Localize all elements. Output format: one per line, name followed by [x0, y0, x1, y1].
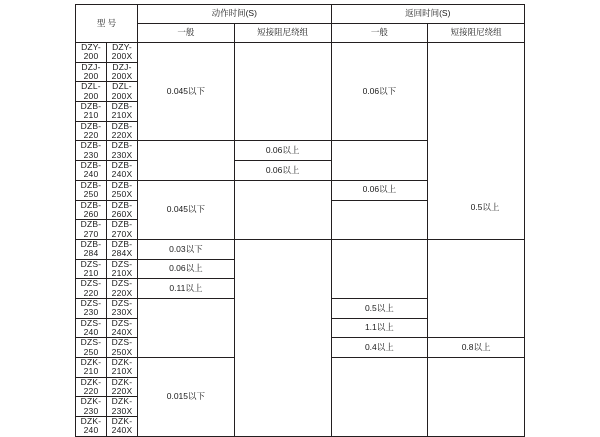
table-head [76, 5, 525, 43]
cell-model-a: DZL-200 [76, 82, 107, 102]
header-action-damped: 短接阻尼绕组 [234, 24, 331, 43]
cell-action-normal-merged: 0.045以下 [138, 43, 235, 141]
cell-model-b: DZB-250X [107, 180, 138, 200]
cell-action-normal-merged: 0.015以下 [138, 358, 235, 437]
header-group-return-time: 返回时间(S) [331, 5, 525, 24]
header-return-damped: 短接阻尼绕组 [428, 24, 525, 43]
cell-model-b: DZJ-200X [107, 62, 138, 82]
cell-model-a: DZB-240 [76, 161, 107, 181]
cell-return-damped-blank [428, 358, 525, 437]
cell-model-b: DZS-240X [107, 318, 138, 338]
cell-model-b: DZK-230X [107, 397, 138, 417]
header-group-action-time: 动作时间(S) [138, 5, 332, 24]
cell-action-damped-blank [234, 43, 331, 141]
cell-return-damped: 0.8以上 [428, 338, 525, 358]
cell-return-normal: 0.5以上 [331, 298, 428, 318]
cell-model-b: DZL-200X [107, 82, 138, 102]
cell-model-a: DZS-230 [76, 298, 107, 318]
cell-action-normal-blank [138, 141, 235, 180]
cell-action-normal-merged: 0.045以下 [138, 180, 235, 239]
cell-model-b: DZB-240X [107, 161, 138, 181]
cell-model-b: DZB-210X [107, 102, 138, 122]
cell-model-b: DZB-220X [107, 121, 138, 141]
table-row [76, 239, 525, 259]
cell-model-b: DZS-230X [107, 298, 138, 318]
cell-model-b: DZB-284X [107, 239, 138, 259]
cell-model-b: DZB-230X [107, 141, 138, 161]
cell-action-normal: 0.06以上 [138, 259, 235, 279]
cell-return-normal: 0.4以上 [331, 338, 428, 358]
table-header-row-groups [76, 5, 525, 24]
table-header-row-subs [76, 24, 525, 43]
cell-model-b: DZB-260X [107, 200, 138, 220]
header-model: 型 号 [76, 5, 138, 43]
cell-action-damped: 0.06以上 [234, 141, 331, 161]
cell-return-normal-blank [331, 141, 428, 180]
cell-model-a: DZB-270 [76, 220, 107, 240]
cell-model-a: DZS-210 [76, 259, 107, 279]
cell-model-a: DZK-230 [76, 397, 107, 417]
cell-model-a: DZY-200 [76, 43, 107, 63]
cell-model-b: DZK-240X [107, 417, 138, 437]
cell-model-a: DZB-250 [76, 180, 107, 200]
cell-action-damped-blank [234, 180, 331, 239]
table-body [76, 43, 525, 437]
cell-model-a: DZB-230 [76, 141, 107, 161]
cell-model-a: DZK-220 [76, 377, 107, 397]
cell-model-a: DZS-250 [76, 338, 107, 358]
cell-return-damped-dzb270: 0.5以上 [470, 202, 500, 212]
cell-model-a: DZB-210 [76, 102, 107, 122]
cell-action-damped-blank [234, 239, 331, 436]
cell-model-a: DZB-220 [76, 121, 107, 141]
cell-model-b: DZB-270X [107, 220, 138, 240]
cell-action-normal: 0.11以上 [138, 279, 235, 299]
cell-model-a: DZB-260 [76, 200, 107, 220]
cell-action-normal: 0.03以下 [138, 239, 235, 259]
cell-return-normal-blank [331, 358, 428, 437]
cell-model-a: DZJ-200 [76, 62, 107, 82]
cell-return-damped-blank [428, 239, 525, 337]
cell-return-normal: 0.06以上 [331, 180, 428, 200]
cell-model-b: DZK-210X [107, 358, 138, 378]
cell-return-normal-blank [331, 239, 428, 298]
cell-model-a: DZS-240 [76, 318, 107, 338]
cell-return-normal: 1.1以上 [331, 318, 428, 338]
cell-model-a: DZS-220 [76, 279, 107, 299]
cell-return-normal-merged: 0.06以下 [331, 43, 428, 141]
header-return-normal: 一般 [331, 24, 428, 43]
cell-model-b: DZS-210X [107, 259, 138, 279]
cell-model-b: DZS-250X [107, 338, 138, 358]
cell-model-b: DZK-220X [107, 377, 138, 397]
cell-return-normal-blank [331, 200, 428, 239]
cell-model-b: DZY-200X [107, 43, 138, 63]
cell-action-normal-blank [138, 298, 235, 357]
cell-model-a: DZB-284 [76, 239, 107, 259]
table-row [76, 43, 525, 63]
spec-table [75, 4, 525, 437]
cell-model-b: DZS-220X [107, 279, 138, 299]
cell-model-a: DZK-240 [76, 417, 107, 437]
header-action-normal: 一般 [138, 24, 235, 43]
cell-action-damped: 0.06以上 [234, 161, 331, 181]
cell-model-a: DZK-210 [76, 358, 107, 378]
